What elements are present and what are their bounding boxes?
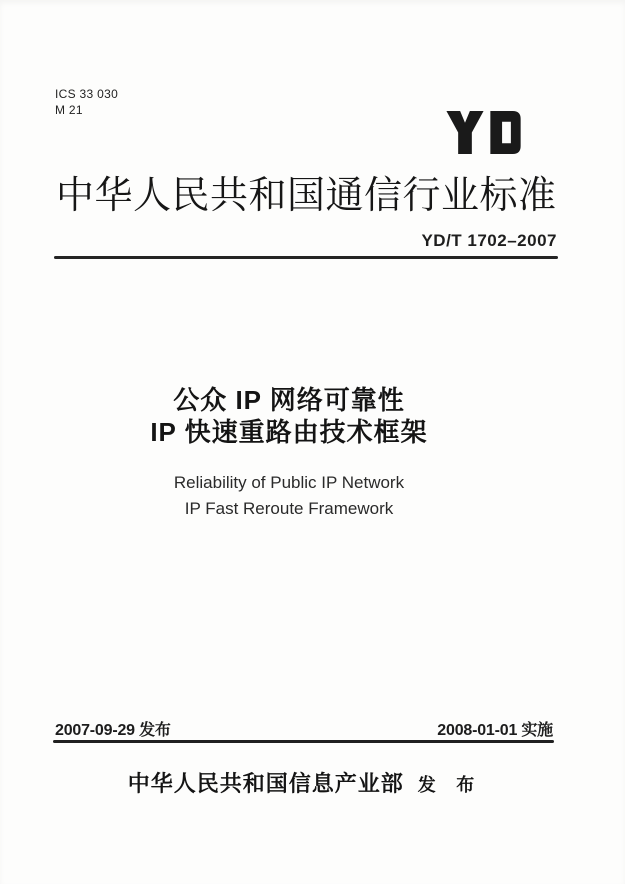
ics-code: ICS 33 030: [55, 87, 119, 101]
publisher-name: 中华人民共和国信息产业部: [127, 771, 404, 796]
yd-logo: [446, 111, 521, 154]
yd-logo-d-icon: [490, 111, 521, 154]
dates-row: [55, 717, 553, 740]
doc-class-code: M 21: [55, 103, 83, 117]
title-en-line2: IP Fast Reroute Framework: [184, 499, 394, 518]
document-title-block: [0, 384, 578, 522]
effective-date: 2008-01-01 实施: [437, 722, 553, 739]
header-rule: [54, 256, 558, 259]
standard-number: YD/T 1702–2007: [421, 231, 557, 250]
publish-action-label: 发 布: [417, 775, 483, 795]
issue-date: 2007-09-29 发布: [55, 722, 171, 739]
title-en-line1: Reliability of Public IP Network: [173, 473, 405, 492]
ics-block: [55, 86, 118, 118]
publisher-row: [0, 767, 610, 798]
title-cn-line1: 公众 IP 网络可靠性: [173, 385, 405, 415]
yd-logo-y-icon: [446, 111, 484, 154]
title-cn-line2: IP 快速重路由技术框架: [150, 417, 428, 447]
standard-title: 中华人民共和国通信行业标准: [56, 175, 557, 217]
footer-rule: [53, 740, 554, 743]
